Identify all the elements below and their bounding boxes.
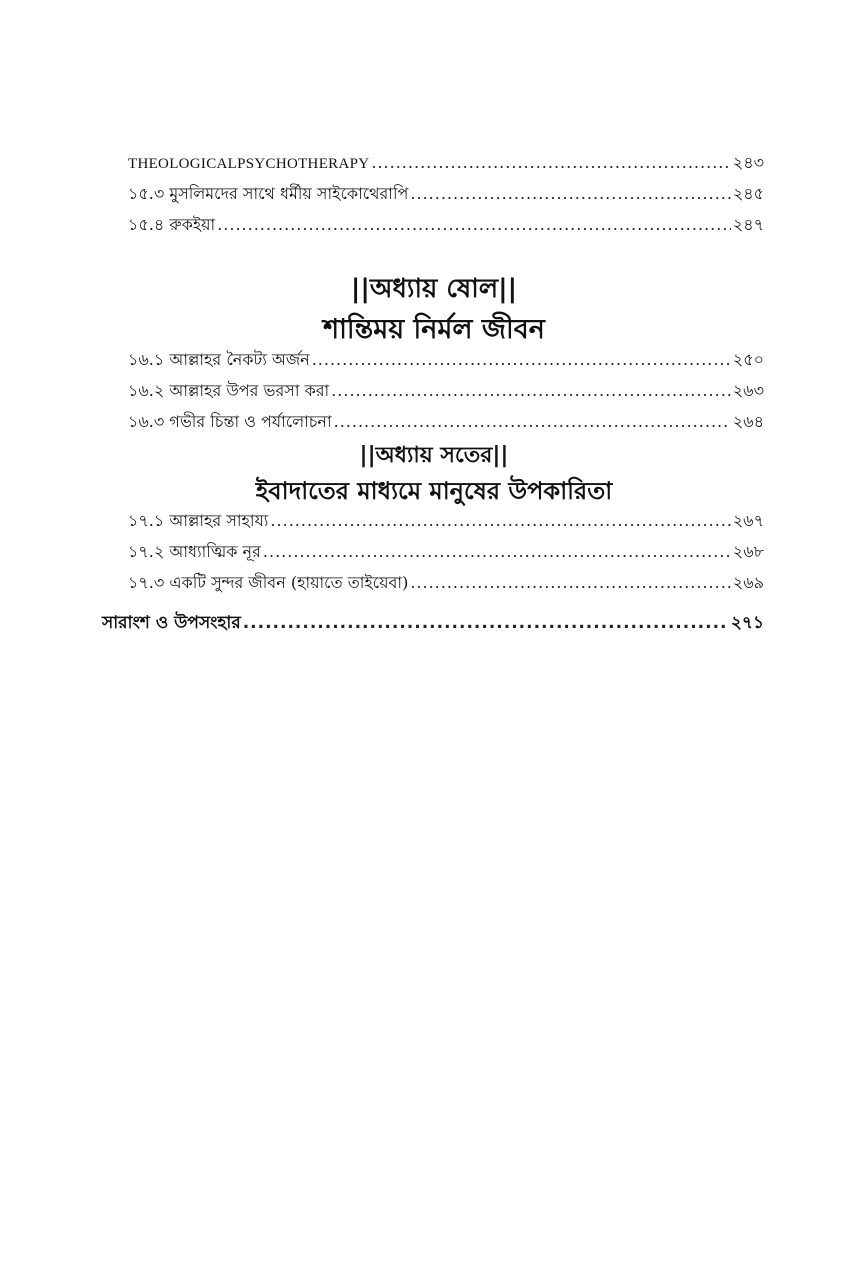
toc-entry[interactable] [128, 536, 764, 567]
dot-leader [243, 608, 729, 639]
dot-leader [331, 375, 731, 406]
toc-entry-page: ২৬৮ [732, 542, 764, 561]
toc-entry-summary[interactable] [102, 608, 764, 639]
toc-entry-label: ১৬.২ আল্লাহর উপর ভরসা করা [128, 381, 330, 400]
toc-entry[interactable] [128, 147, 764, 178]
toc-entry-page: ২৪৫ [732, 184, 764, 203]
toc-entry-page: ২৬৯ [732, 573, 764, 592]
toc-entry-label: ১৬.১ আল্লাহর নৈকট্য অর্জন [128, 350, 310, 369]
dot-leader [410, 567, 730, 598]
toc-entry-label: ১৫.৪ রুকইয়া [128, 215, 216, 234]
toc-entry-label: ১৬.৩ গভীর চিন্তা ও পর্যালোচনা [128, 412, 332, 431]
toc-entry-label: সারাংশ ও উপসংহার [102, 613, 241, 633]
toc-entry[interactable] [128, 505, 764, 536]
toc-section-chapter-16 [128, 344, 764, 437]
toc-entry[interactable] [128, 209, 764, 240]
chapter-17-title: ইবাদাতের মাধ্যমে মানুষের উপকারিতা [255, 477, 613, 505]
toc-entry-label: ১৭.২ আধ্যাত্মিক নূর [128, 542, 261, 561]
dot-leader [270, 505, 730, 536]
toc-entry-label: ১৭.১ আল্লাহর সাহায্য [128, 511, 269, 530]
toc-entry[interactable] [128, 567, 764, 598]
toc-entry-page: ২৪৩ [732, 153, 764, 172]
toc-section-chapter-17 [128, 505, 764, 598]
toc-section-previous [128, 147, 764, 240]
dot-leader [263, 536, 731, 567]
dot-leader [334, 406, 731, 437]
dot-leader [312, 344, 731, 375]
toc-entry[interactable] [128, 406, 764, 437]
toc-entry-page: ২৫০ [732, 350, 764, 369]
toc-entry-page: ২৬৩ [732, 381, 764, 400]
toc-entry-label: THEOLOGICALPSYCHOTHERAPY [128, 156, 370, 172]
dot-leader [371, 147, 730, 178]
toc-entry-label: ১৭.৩ একটি সুন্দর জীবন (হায়াতে তাইয়েবা) [128, 573, 409, 592]
dot-leader [217, 209, 731, 240]
toc-entry[interactable] [128, 375, 764, 406]
toc-summary [102, 608, 764, 639]
toc-entry-page: ২৪৭ [732, 215, 764, 234]
chapter-16-number: ||অধ্যায় ষোল|| [350, 274, 518, 304]
toc-entry-label: ১৫.৩ মুসলিমদের সাথে ধর্মীয় সাইকোথেরাপি [128, 184, 409, 203]
chapter-16-title: শান্তিময় নির্মল জীবন [323, 314, 545, 345]
chapter-17-number: ||অধ্যায় সতের|| [359, 443, 509, 468]
toc-entry[interactable] [128, 344, 764, 375]
toc-entry-page: ২৬৪ [732, 412, 764, 431]
toc-entry[interactable] [128, 178, 764, 209]
toc-entry-page: ২৭১ [730, 613, 764, 633]
toc-entry-page: ২৬৭ [732, 511, 764, 530]
dot-leader [410, 178, 730, 209]
